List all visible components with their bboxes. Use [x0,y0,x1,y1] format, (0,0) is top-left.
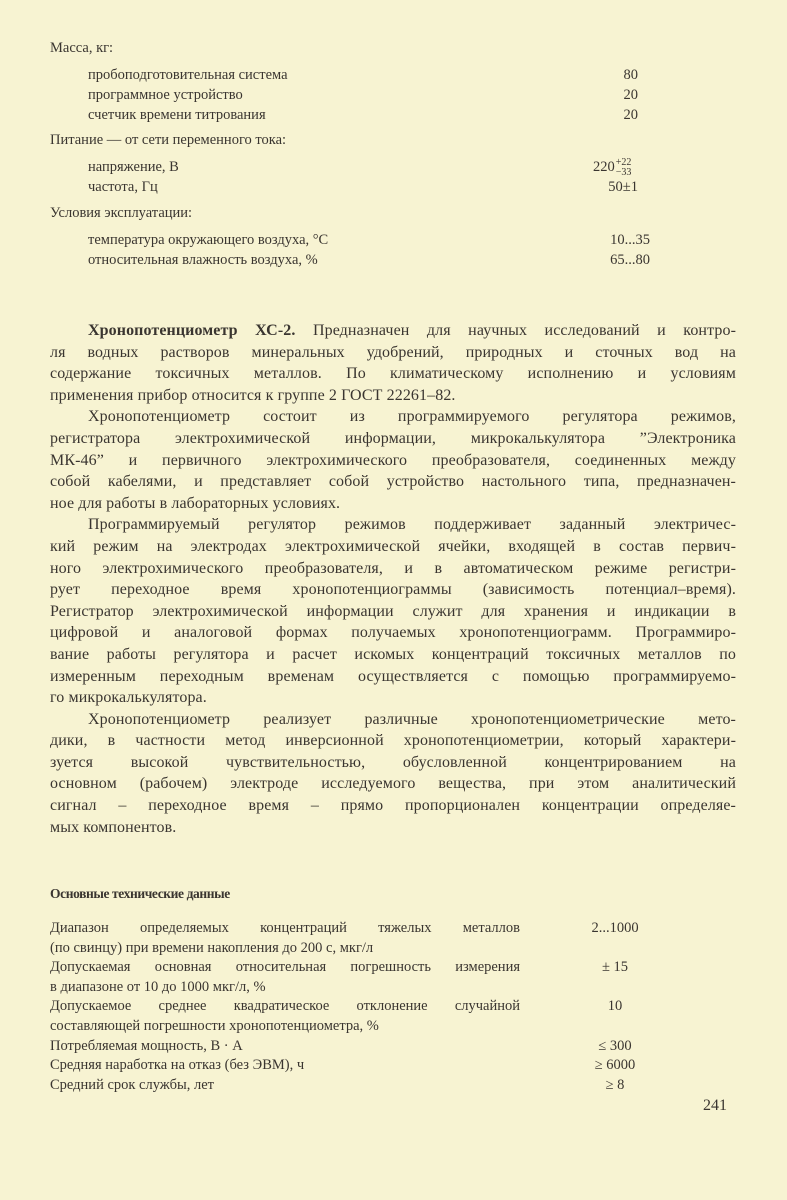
tech-label-line: Потребляемая мощность, В · А [50,1037,243,1054]
conditions-heading: Условия эксплуатации: [50,205,193,221]
tech-label-line: в диапазоне от 10 до 1000 мкг/л, % [50,978,266,995]
spec-value [593,157,631,178]
text-line [50,493,736,515]
spec-label: температура окружающего воздуха, °С [88,232,329,248]
text-line [50,342,736,364]
tech-row [50,1037,520,1057]
spec-label: программное устройство [88,87,243,103]
text-line [50,644,736,666]
line-text: ное для работы в лабораторных условиях. [50,494,341,512]
tech-label-line: Средний срок службы, лет [50,1076,214,1093]
spec-value: 65...80 [610,252,650,268]
text-line [50,795,736,817]
spec-label: пробоподготовительная система [88,67,288,83]
text-line [50,709,736,731]
text-line [50,752,736,774]
tech-value: ± 15 [601,959,629,976]
spec-value: 20 [623,107,638,123]
section-title: Хронопотенциометр ХС-2. [88,322,296,339]
text-line [50,730,736,752]
text-line [50,471,736,493]
line-text: ного электрохимического преобразователя, и в автоматическом режиме регистри- [50,559,736,577]
voltage-minus: −33 [615,166,632,178]
text-line [50,817,736,839]
tech-label-line: составляющей погрешности хронопотенциометра, % [50,1017,379,1034]
line-text: зуется высокой чувствительностью, обусловленной концентрированием на [50,753,736,771]
spec-label: относительная влажность воздуха, % [88,252,318,268]
line-text: регистратора электрохимической информации, микрокалькулятора ”Электроника [50,429,736,447]
text-line [50,558,736,580]
tech-label-line: (по свинцу) при времени накопления до 200 с, мкг/л [50,939,374,956]
line-text: Предназначен для научных исследований и контро- [312,322,737,339]
tech-label-line: Допускаемая основная относительная погрешность измерения [50,959,520,976]
line-text: сигнал – переходное время – прямо пропорционален концентрации определяе- [50,797,736,815]
tech-value: 10 [607,998,623,1015]
line-text: МК-46” и первичного электрохимического преобразователя, соединенных между [50,451,736,469]
text-line [50,579,736,601]
page-number: 241 [703,1097,727,1114]
text-line [50,428,736,450]
text-line [50,536,736,558]
text-line [50,450,736,472]
text-line [50,666,736,688]
paragraph-method [50,709,736,839]
line-text: собой кабелями, и представляет собой устройство настольного типа, предназначен- [50,473,736,491]
paragraph-composition [50,406,736,514]
line-text: Программируемый регулятор режимов поддерживает заданный электричес- [88,516,736,534]
spec-value: 20 [623,87,638,103]
mass-heading: Масса, кг: [50,40,114,56]
text-line [50,320,736,342]
line-text: го микрокалькулятора. [50,689,207,707]
tech-value: ≥ 6000 [594,1057,636,1074]
spec-label: счетчик времени титрования [88,107,266,123]
line-text: вание работы регулятора и расчет искомых концентраций токсичных металлов по [50,645,736,663]
line-text: Хронопотенциометр состоит из программируемого регулятора режимов, [88,408,736,426]
tech-data-heading: Основные технические данные [50,886,230,901]
tech-label-line: Допускаемое среднее квадратическое отклонение случайной [50,998,520,1015]
line-text: применения прибор относится к группе 2 ГОСТ 22261–82. [50,386,456,404]
text-line [50,385,736,407]
line-text: цифровой и аналоговой формах получаемых хронопотенциограмм. Программиро- [50,624,736,642]
text-line [50,687,736,709]
paragraph-intro [50,320,736,406]
text-line [50,406,736,428]
line-text: измеренным переходным временам осуществляется с помощью программируемо- [50,667,736,685]
power-heading: Питание — от сети переменного тока: [50,132,287,148]
paragraph-regulator [50,514,736,708]
voltage-plus: +22 [615,156,632,168]
tech-row [50,1056,520,1076]
text-line [50,622,736,644]
line-text: ля водных растворов минеральных удобрений, природных и сточных вод на [50,343,736,361]
tech-row [50,997,520,1036]
text-line [50,773,736,795]
tech-label-line: Диапазон определяемых концентраций тяжелых металлов [50,920,520,936]
tech-row [50,1076,520,1096]
tech-value: ≥ 8 [605,1076,625,1093]
spec-value: 10...35 [610,232,650,248]
text-line [50,363,736,385]
line-text: содержание токсичных металлов. По климатическому исполнению и условиям [50,365,736,383]
line-text: дики, в частности метод инверсионной хронопотенциометрии, который характери- [50,732,736,750]
line-text: основном (рабочем) электроде исследуемого вещества, при этом аналитический [50,775,736,793]
text-line [50,601,736,623]
spec-value: 80 [623,67,638,83]
line-text: Хронопотенциометр реализует различные хронопотенциометрические мето- [88,710,736,728]
voltage-value: 220 [593,159,615,175]
line-text: мых компонентов. [50,818,177,836]
tech-value: ≤ 300 [598,1037,632,1054]
tech-row [50,958,520,997]
line-text: Регистратор электрохимической информации служит для хранения и индикации в [50,602,736,620]
tech-row [50,919,520,958]
tech-value: 2...1000 [591,920,639,936]
spec-label: частота, Гц [88,179,158,195]
line-text: рует переходное время хронопотенциограммы (зависимость потенциал–время). [50,581,736,599]
spec-label: напряжение, В [88,159,179,175]
spec-value: 50±1 [608,179,638,195]
tech-label-line: Средняя наработка на отказ (без ЭВМ), ч [50,1057,305,1074]
line-text: кий режим на электродах электрохимической ячейки, входящей в состав первич- [50,537,736,555]
body-text [50,320,736,838]
text-line [50,514,736,536]
